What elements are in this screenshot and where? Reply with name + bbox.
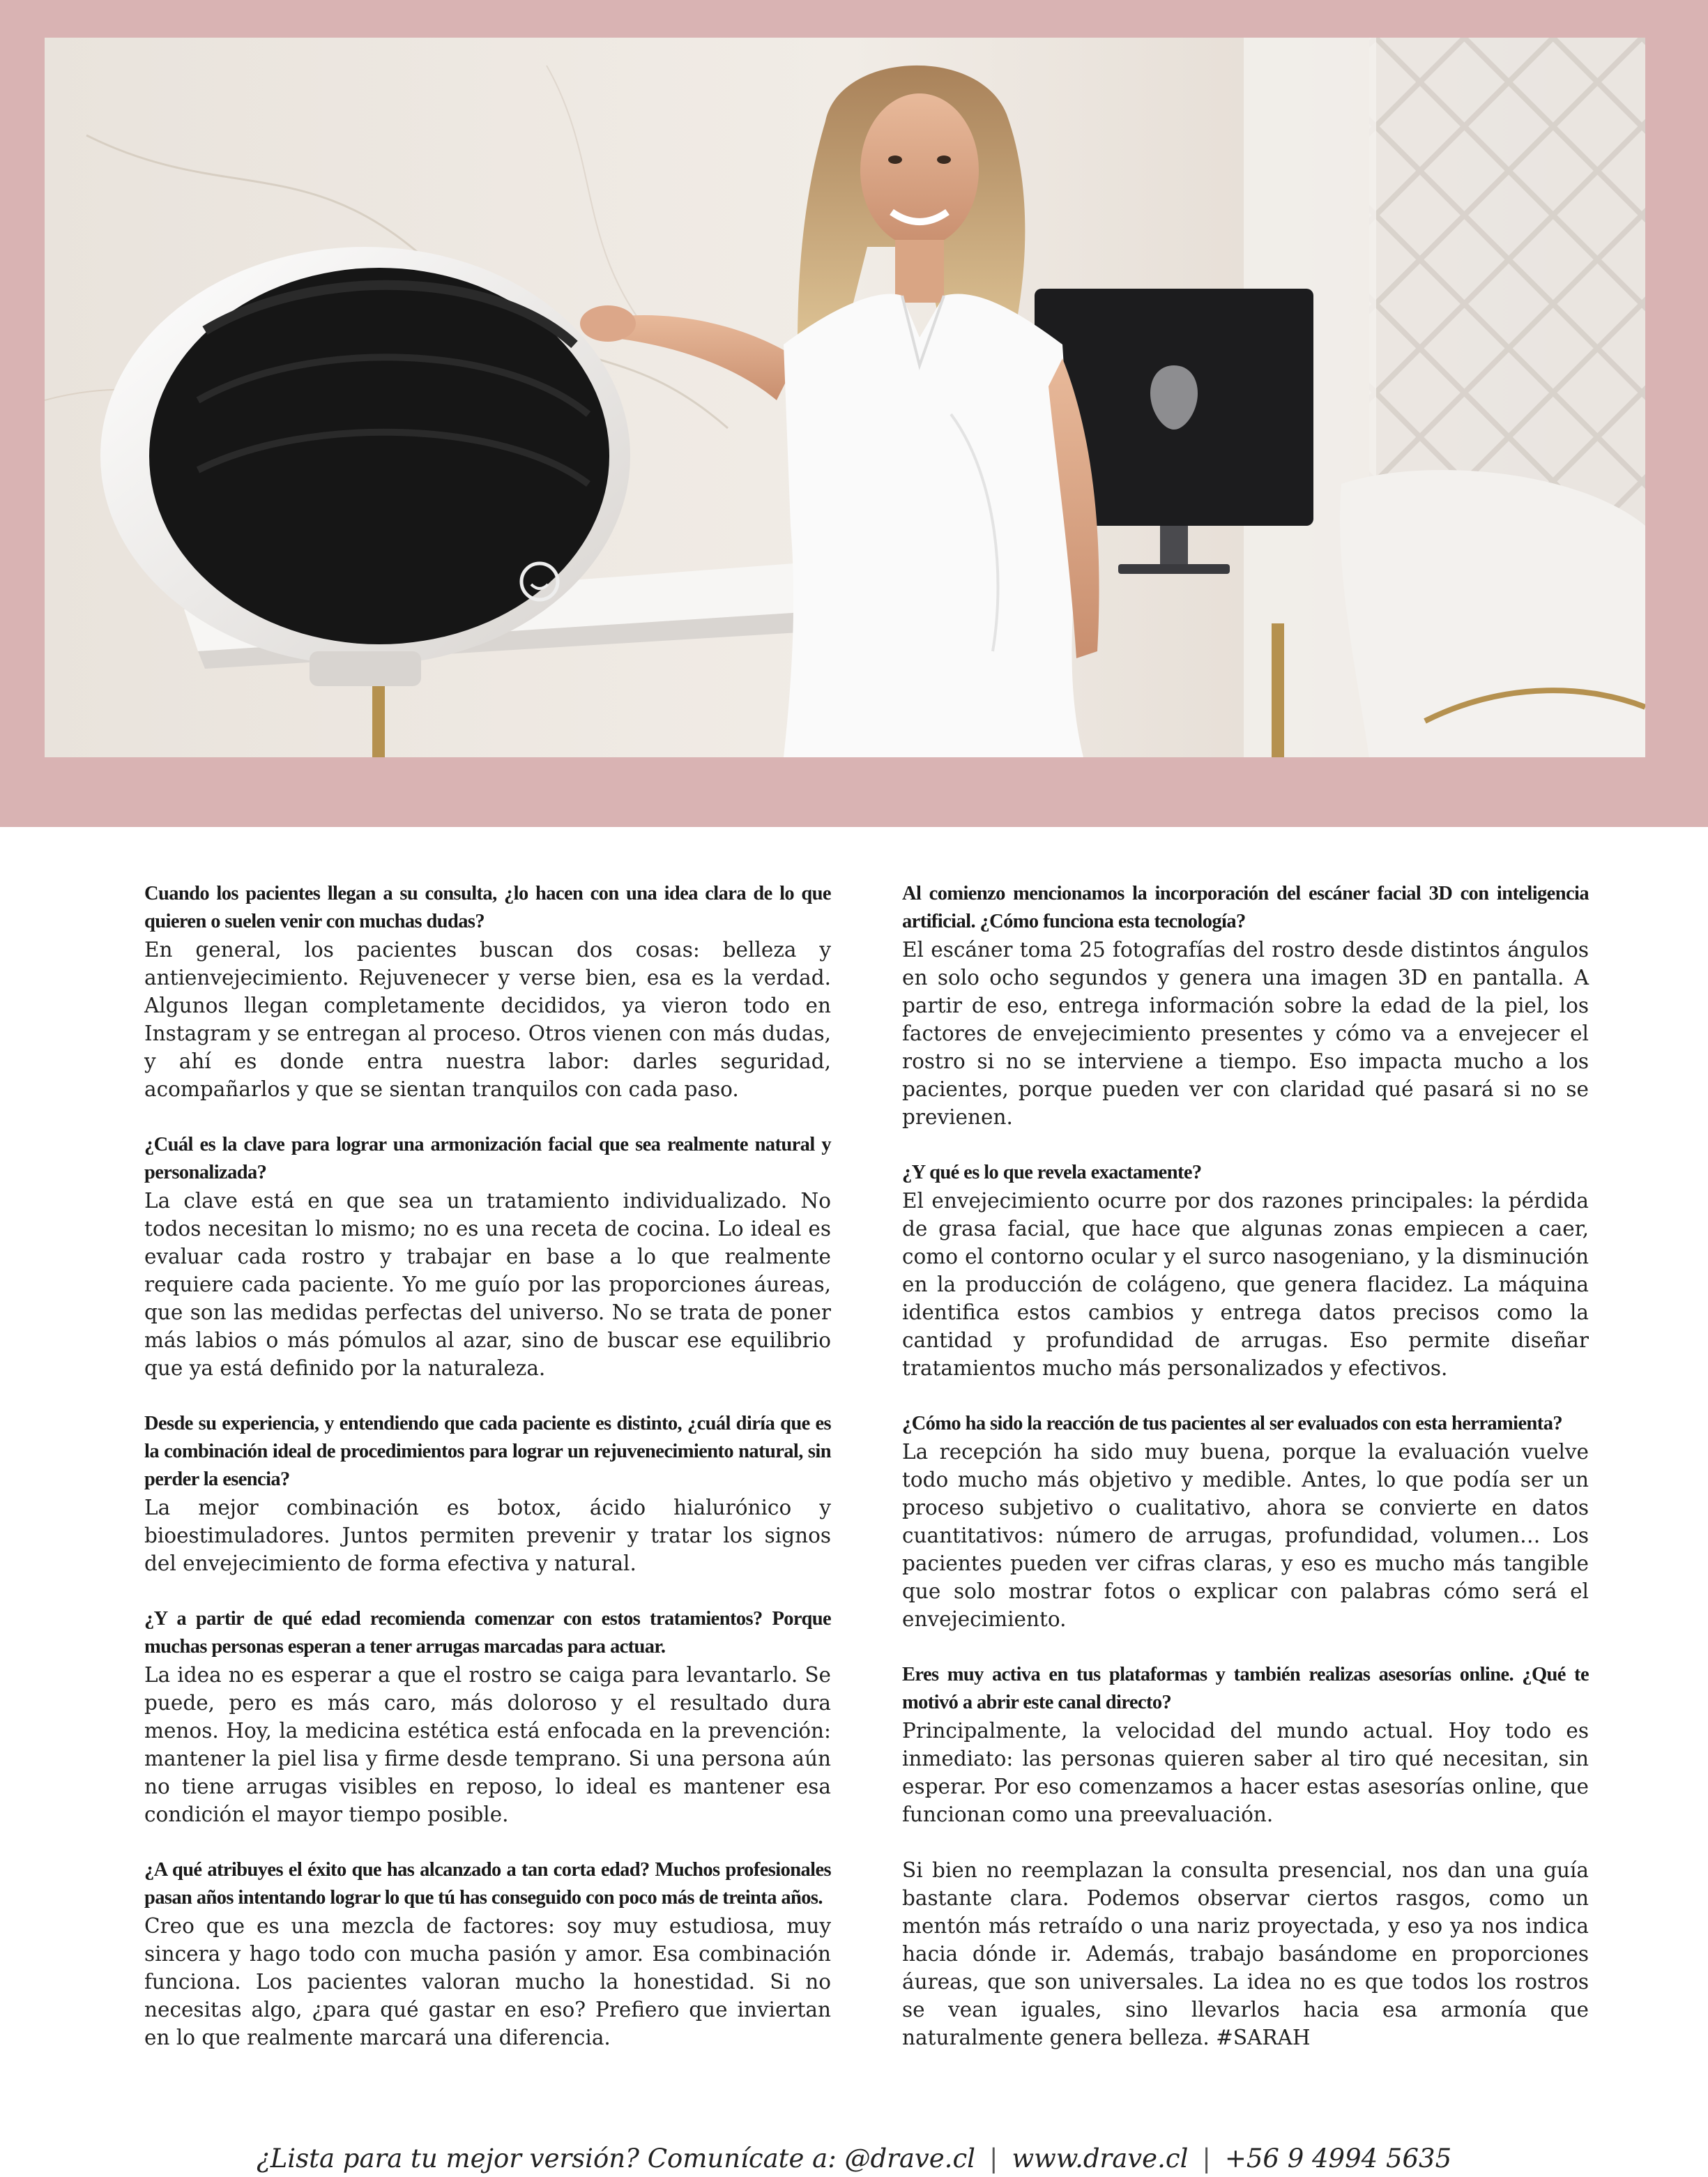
qa-block <box>902 1410 1589 1633</box>
qa-block <box>144 1605 831 1828</box>
right-column <box>902 880 1589 2051</box>
interview-question: ¿Y a partir de qué edad recomienda comenzar con estos tratamientos? Porque muchas personas esperan a tener arrugas marcadas para actuar. <box>144 1608 831 1658</box>
clinic-illustration <box>45 38 1645 757</box>
interview-question: ¿Y qué es lo que revela exactamente? <box>902 1162 1202 1183</box>
qa-block <box>902 880 1589 1131</box>
interview-question: Desde su experiencia, y entendiendo que cada paciente es distinto, ¿cuál diría que es la combinación ideal de procedimientos para lograr un rejuvenecimiento natural, sin perder la esencia? <box>144 1413 831 1490</box>
interview-question: Eres muy activa en tus plataformas y también realizas asesorías online. ¿Qué te motivó a abrir este canal directo? <box>902 1664 1589 1713</box>
footer-website-link[interactable]: www.drave.cl <box>1012 2144 1189 2174</box>
interview-question: ¿Cómo ha sido la reacción de tus pacientes al ser evaluados con esta herramienta? <box>902 1413 1562 1434</box>
footer-separator: | <box>989 2144 998 2174</box>
interview-question: Al comienzo mencionamos la incorporación del escáner facial 3D con inteligencia artificial. ¿Cómo funciona esta tecnología? <box>902 883 1589 932</box>
interview-answer: Principalmente, la velocidad del mundo actual. Hoy todo es inmediato: las personas quieren saber al tiro qué necesitan, sin esperar. Por eso comenzamos a hacer estas asesorías online, que funcionan como una preevaluación. <box>902 1719 1589 1826</box>
interview-question: ¿Cuál es la clave para lograr una armonización facial que sea realmente natural y personalizada? <box>144 1134 831 1183</box>
interview-answer: En general, los pacientes buscan dos cosas: belleza y antienvejecimiento. Rejuvenecer y verse bien, esa es la verdad. Algunos llegan completamente decididos, ya vieron todo en Instagram y se entregan al proceso. Otros vienen con más dudas, y ahí es donde entra nuestra labor: darles seguridad, acompañarlos y que se sientan tranquilos con cada paso. <box>144 938 831 1101</box>
interview-answer: La clave está en que sea un tratamiento individualizado. No todos necesitan lo mismo; no es una receta de cocina. Lo ideal es evaluar cada rostro y trabajar en base a lo que realmente requiere cada paciente. Yo me guío por las proporciones áureas, que son las medidas perfectas del universo. No se trata de poner más labios o más pómulos al azar, sino de buscar ese equilibrio que ya está definido por la naturaleza. <box>144 1189 831 1380</box>
footer-separator: | <box>1202 2144 1211 2174</box>
footer-prompt[interactable]: ¿Lista para tu mejor versión? Comunícate a: @drave.cl <box>256 2144 975 2174</box>
contact-footer <box>0 2142 1708 2176</box>
interview-answer: Si bien no reemplazan la consulta presencial, nos dan una guía bastante clara. Podemos observar ciertos rasgos, como un mentón más retraído o una nariz proyectada, y eso ya nos indica hacia dónde ir. Además, trabajo basándome en proporciones áureas, que son universales. La idea no es que todos los rostros se vean iguales, sino llevarlos hacia esa armonía que naturalmente genera belleza. #SARAH <box>902 1858 1589 2049</box>
interview-question: ¿A qué atribuyes el éxito que has alcanzado a tan corta edad? Muchos profesionales pasan años intentando lograr lo que tú has conseguido con poco más de treinta años. <box>144 1859 831 1909</box>
qa-block <box>902 1661 1589 2051</box>
qa-block <box>144 1131 831 1382</box>
hero-photo <box>45 38 1645 757</box>
interview-answer: El envejecimiento ocurre por dos razones principales: la pérdida de grasa facial, que hace que algunas zonas empiecen a caer, como el contorno ocular y el surco nasogeniano, y la disminución en la producción de colágeno, que genera flacidez. La máquina identifica estos cambios y entrega datos precisos como la cantidad y profundidad de arrugas. Eso permite diseñar tratamientos mucho más personalizados y efectivos. <box>902 1189 1589 1380</box>
left-column <box>144 880 831 2051</box>
qa-block <box>144 880 831 1103</box>
hero-band <box>0 0 1708 827</box>
interview-answer: Creo que es una mezcla de factores: soy muy estudiosa, muy sincera y hago todo con mucha pasión y amor. Esa combinación funciona. Los pacientes valoran mucho la honestidad. Si no necesitas algo, ¿para qué gastar en eso? Prefiero que inviertan en lo que realmente marcará una diferencia. <box>144 1914 831 2049</box>
interview-answer: La mejor combinación es botox, ácido hialurónico y bioestimuladores. Juntos permiten prevenir y tratar los signos del envejecimiento de forma efectiva y natural. <box>144 1496 831 1575</box>
footer-phone[interactable]: +56 9 4994 5635 <box>1224 2144 1452 2174</box>
interview-answer: La recepción ha sido muy buena, porque la evaluación vuelve todo mucho más objetivo y medible. Antes, lo que podía ser un proceso subjetivo o cualitativo, ahora se convierte en datos cuantitativos: número de arrugas, profundidad, volumen… Los pacientes pueden ver cifras claras, y eso es mucho más tangible que solo mostrar fotos o explicar con palabras cómo será el envejecimiento. <box>902 1440 1589 1631</box>
qa-block <box>144 1410 831 1577</box>
interview-question: Cuando los pacientes llegan a su consulta, ¿lo hacen con una idea clara de lo que quieren o suelen venir con muchas dudas? <box>144 883 831 932</box>
qa-block <box>144 1856 831 2051</box>
interview-answer: La idea no es esperar a que el rostro se caiga para levantarlo. Se puede, pero es más caro, más doloroso y el resultado dura menos. Hoy, la medicina estética está enfocada en la prevención: mantener la piel lisa y firme desde temprano. Si una persona aún no tiene arrugas visibles en reposo, lo ideal es mantener esa condición el mayor tiempo posible. <box>144 1663 831 1826</box>
interview-answer: El escáner toma 25 fotografías del rostro desde distintos ángulos en solo ocho segundos y genera una imagen 3D en pantalla. A partir de eso, entrega información sobre la edad de la piel, los factores de envejecimiento presentes y cómo va a envejecer el rostro si no se interviene a tiempo. Eso impacta mucho a los pacientes, porque pueden ver con claridad qué pasará si no se previenen. <box>902 938 1589 1129</box>
qa-block <box>902 1159 1589 1382</box>
